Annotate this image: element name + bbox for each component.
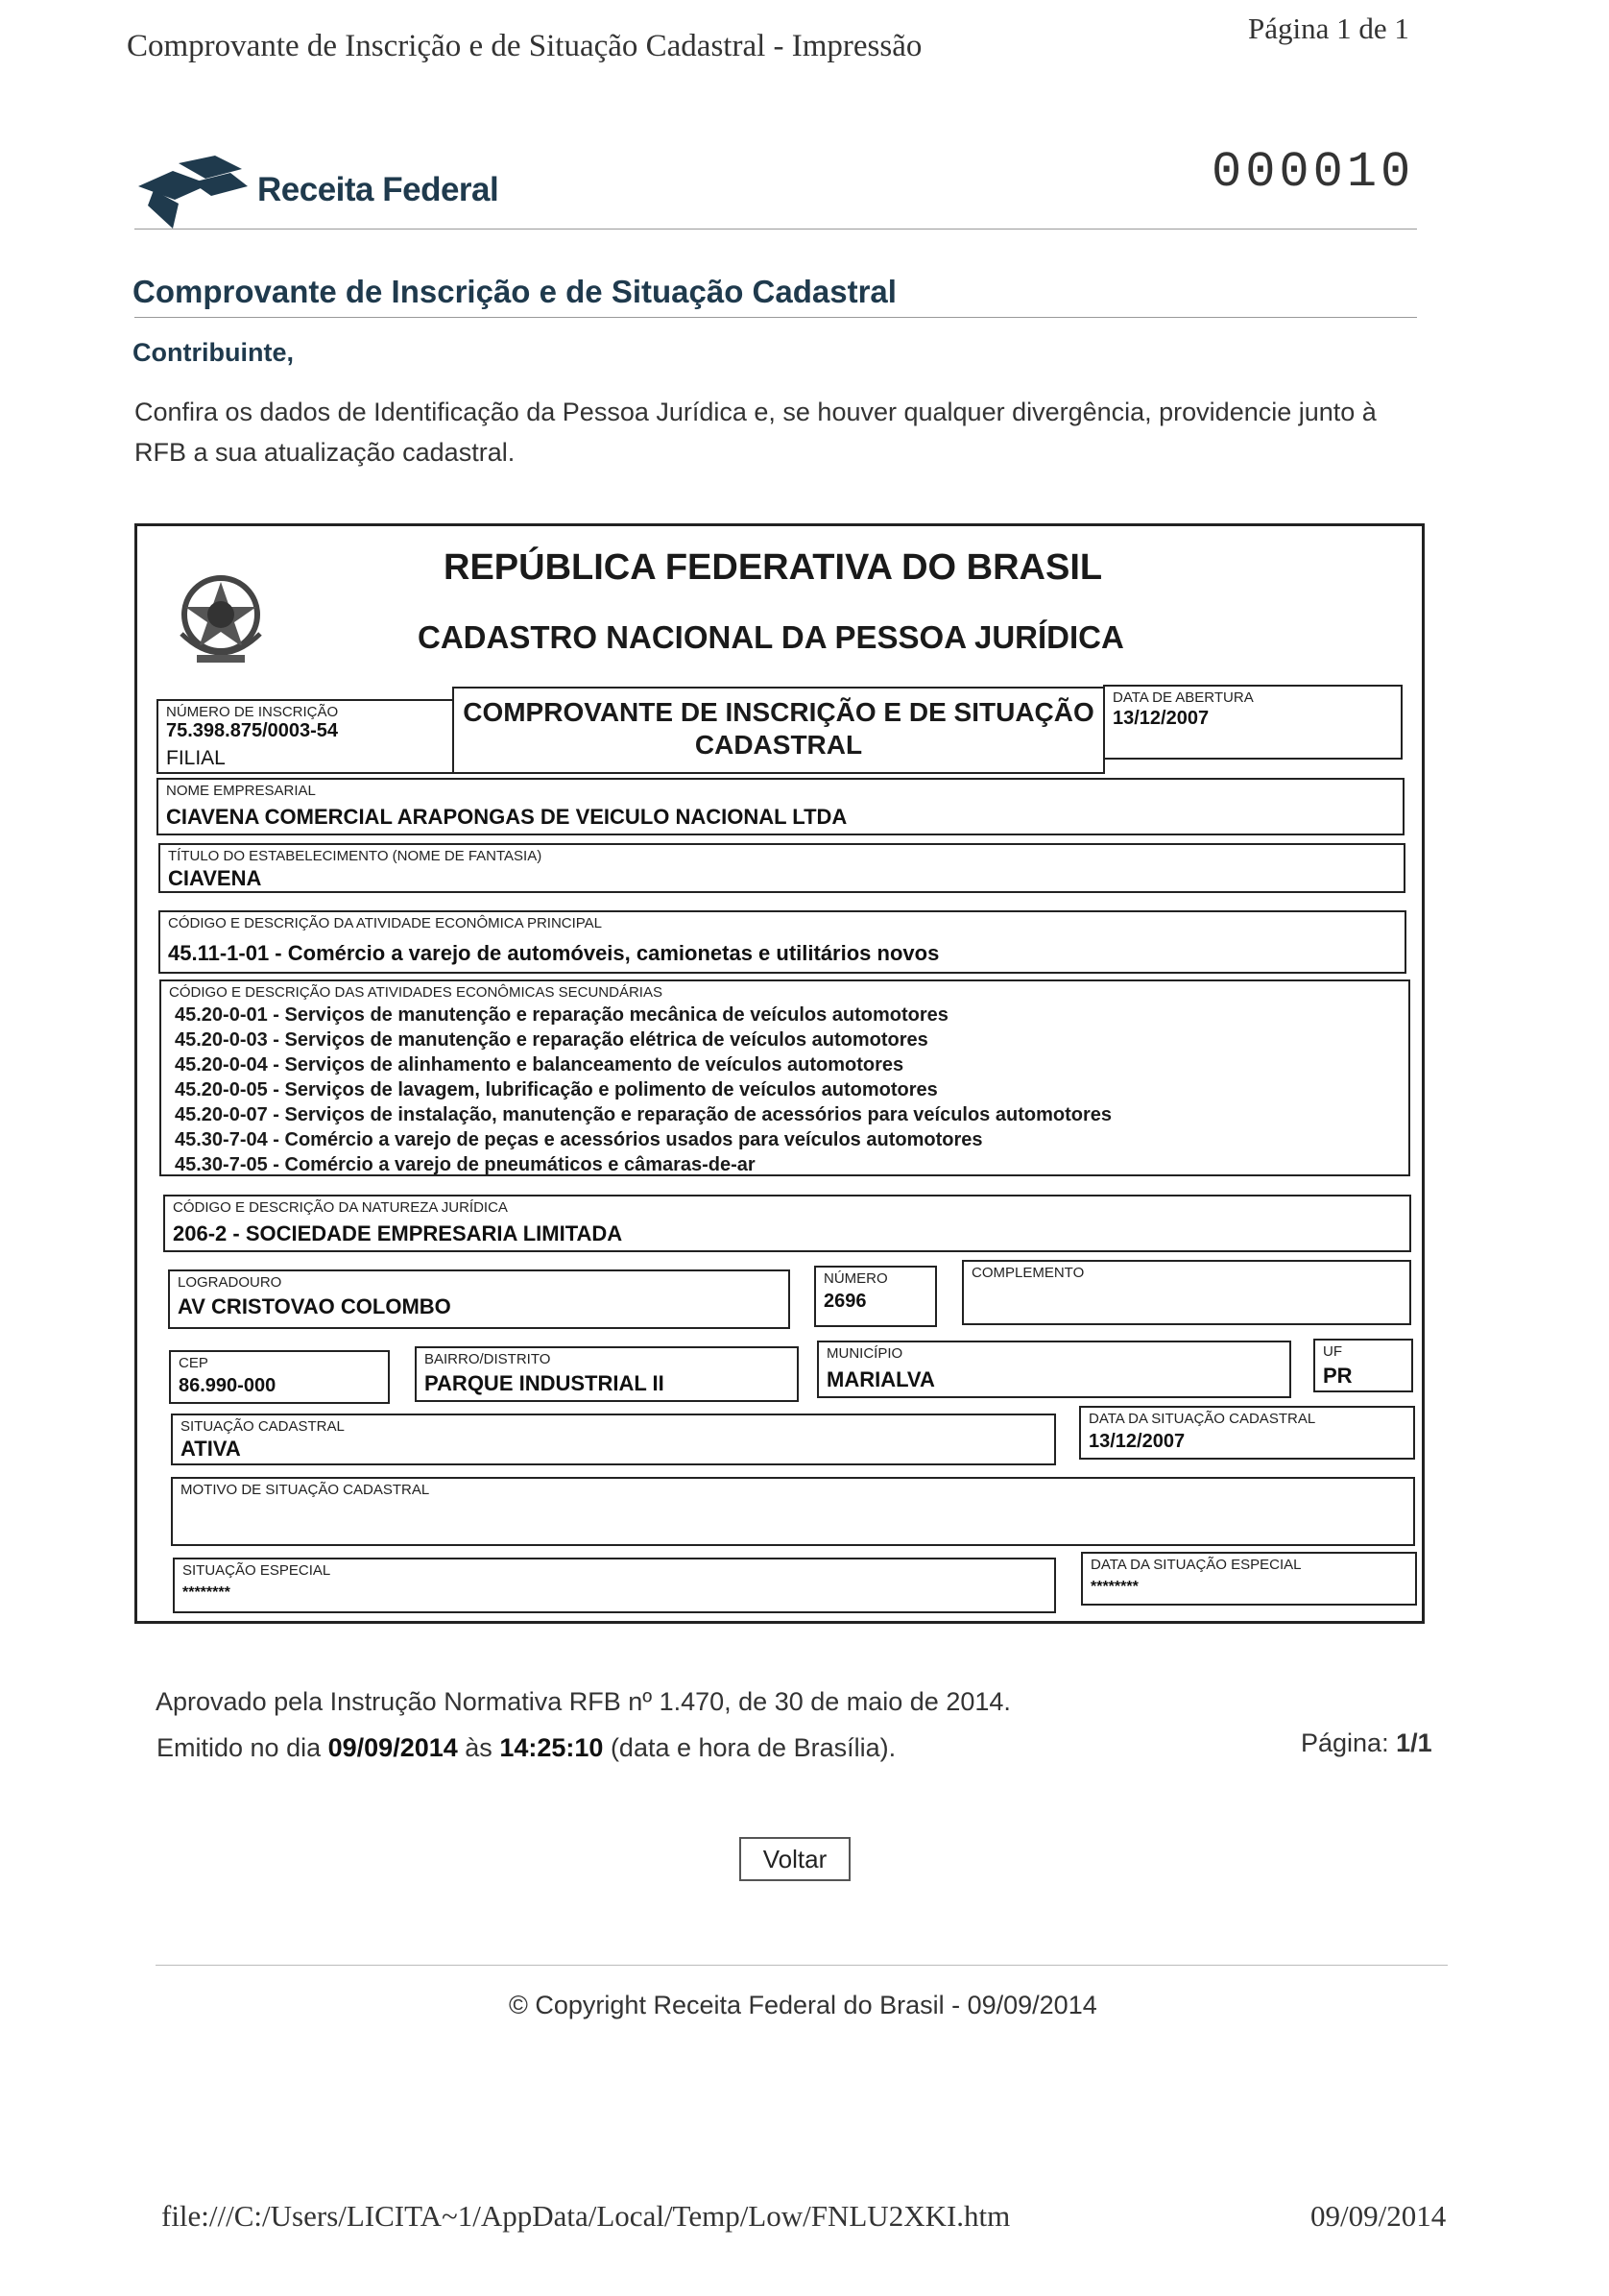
complemento-box — [962, 1260, 1411, 1325]
data-situacao-label: DATA DA SITUAÇÃO CADASTRAL — [1089, 1411, 1316, 1427]
motivo-label: MOTIVO DE SITUAÇÃO CADASTRAL — [180, 1482, 430, 1498]
approved-note: Aprovado pela Instrução Normativa RFB nº 1.470, de 30 de maio de 2014. — [156, 1687, 1011, 1716]
data-situacao-especial-box — [1081, 1552, 1417, 1606]
greeting: Contribuinte, — [132, 338, 294, 367]
document-title-line2: CADASTRAL — [694, 730, 863, 760]
inscricao-label: NÚMERO DE INSCRIÇÃO — [166, 704, 339, 720]
registry-title: CADASTRO NACIONAL DA PESSOA JURÍDICA — [418, 619, 1124, 655]
situacao-especial-label: SITUAÇÃO ESPECIAL — [182, 1562, 331, 1579]
cep-box — [169, 1350, 390, 1404]
cep-label: CEP — [179, 1355, 208, 1371]
issued-suffix: (data e hora de Brasília). — [610, 1733, 897, 1762]
issued-date: 09/09/2014 — [327, 1733, 458, 1762]
nome-empresarial-label: NOME EMPRESARIAL — [166, 783, 316, 799]
data-situacao-box — [1079, 1406, 1415, 1460]
uf-value: PR — [1323, 1364, 1353, 1388]
abertura-label: DATA DE ABERTURA — [1113, 689, 1254, 706]
document-title-box — [452, 687, 1105, 774]
uf-label: UF — [1323, 1343, 1342, 1360]
header-divider — [134, 229, 1417, 230]
atividade-principal-value: 45.11-1-01 - Comércio a varejo de automóveis, camionetas e utilitários novos — [168, 941, 940, 965]
page-title: Comprovante de Inscrição e de Situação Cadastral — [132, 274, 897, 309]
natureza-juridica-box — [163, 1195, 1411, 1252]
republic-title: REPÚBLICA FEDERATIVA DO BRASIL — [444, 547, 1103, 588]
situacao-especial-value: ******** — [182, 1584, 230, 1601]
uf-box — [1313, 1339, 1413, 1392]
atividade-principal-label: CÓDIGO E DESCRIÇÃO DA ATIVIDADE ECONÔMICA PRINCIPAL — [168, 915, 603, 931]
back-button[interactable]: Voltar — [739, 1837, 851, 1881]
natureza-juridica-label: CÓDIGO E DESCRIÇÃO DA NATUREZA JURÍDICA — [173, 1199, 508, 1216]
fantasia-value: CIAVENA — [168, 866, 262, 890]
print-header-page: Página 1 de 1 — [1248, 12, 1409, 45]
numero-box — [814, 1266, 937, 1327]
page-indicator — [1301, 1728, 1432, 1758]
numero-label: NÚMERO — [824, 1270, 888, 1287]
logradouro-value: AV CRISTOVAO COLOMBO — [178, 1294, 451, 1318]
numero-value: 2696 — [824, 1291, 867, 1312]
issued-mid: às — [465, 1733, 492, 1762]
list-item: 45.20-0-07 - Serviços de instalação, manutenção e reparação de acessórios para veículos automotores — [175, 1104, 1112, 1125]
natureza-juridica-value: 206-2 - SOCIEDADE EMPRESARIA LIMITADA — [173, 1221, 623, 1245]
document-title-line1: COMPROVANTE DE INSCRIÇÃO E DE SITUAÇÃO — [463, 697, 1094, 727]
complemento-label: COMPLEMENTO — [972, 1265, 1085, 1281]
data-situacao-especial-value: ******** — [1091, 1579, 1139, 1595]
logo-text: Receita Federal — [257, 171, 499, 208]
print-header-title: Comprovante de Inscrição e de Situação Cadastral - Impressão — [127, 29, 923, 63]
intro-text: Confira os dados de Identificação da Pessoa Jurídica e, se houver qualquer divergência, providencie junto à RFB a sua atualização cadastral. — [134, 398, 1377, 467]
stamp-number: 000010 — [1212, 144, 1415, 201]
bairro-label: BAIRRO/DISTRITO — [424, 1351, 551, 1367]
atividade-principal-box — [158, 910, 1406, 974]
cep-value: 86.990-000 — [179, 1375, 276, 1396]
abertura-value: 13/12/2007 — [1113, 708, 1210, 729]
list-item: 45.20-0-03 - Serviços de manutenção e reparação elétrica de veículos automotores — [175, 1029, 928, 1051]
issued-time: 14:25:10 — [499, 1733, 604, 1762]
data-situacao-especial-label: DATA DA SITUAÇÃO ESPECIAL — [1091, 1557, 1302, 1573]
motivo-box — [171, 1477, 1415, 1546]
issued-prefix: Emitido no dia — [156, 1733, 322, 1762]
fantasia-box — [158, 843, 1405, 893]
copyright: © Copyright Receita Federal do Brasil - 09/09/2014 — [509, 1991, 1097, 2019]
page-value: 1/1 — [1396, 1728, 1432, 1757]
list-item: 45.30-7-04 - Comércio a varejo de peças e acessórios usados para veículos automotores — [175, 1129, 983, 1150]
list-item: 45.20-0-05 - Serviços de lavagem, lubrificação e polimento de veículos automotores — [175, 1079, 938, 1100]
list-item: 45.30-7-05 - Comércio a varejo de pneumáticos e câmaras-de-ar — [175, 1154, 756, 1175]
coat-of-arms-icon — [168, 567, 274, 672]
print-footer-date: 09/09/2014 — [1310, 2199, 1447, 2233]
title-divider — [134, 317, 1417, 318]
situacao-cadastral-label: SITUAÇÃO CADASTRAL — [180, 1418, 345, 1435]
issued-note — [156, 1733, 896, 1763]
municipio-value: MARIALVA — [827, 1367, 935, 1391]
situacao-especial-box — [173, 1558, 1056, 1613]
page-label: Página: — [1301, 1728, 1389, 1757]
inscricao-box — [156, 699, 454, 774]
abertura-box — [1103, 685, 1403, 760]
situacao-cadastral-value: ATIVA — [180, 1437, 241, 1461]
atividades-secundarias-label: CÓDIGO E DESCRIÇÃO DAS ATIVIDADES ECONÔMICAS SECUNDÁRIAS — [169, 984, 662, 1001]
bairro-box — [415, 1346, 799, 1402]
municipio-label: MUNICÍPIO — [827, 1345, 903, 1362]
bairro-value: PARQUE INDUSTRIAL II — [424, 1371, 664, 1395]
nome-empresarial-box — [156, 778, 1405, 835]
inscricao-type: FILIAL — [166, 747, 226, 769]
footer-divider — [156, 1965, 1448, 1966]
fantasia-label: TÍTULO DO ESTABELECIMENTO (NOME DE FANTASIA) — [168, 848, 542, 864]
atividades-secundarias-box — [159, 979, 1410, 1176]
data-situacao-value: 13/12/2007 — [1089, 1431, 1186, 1452]
logradouro-label: LOGRADOURO — [178, 1274, 282, 1291]
list-item: 45.20-0-04 - Serviços de alinhamento e balanceamento de veículos automotores — [175, 1054, 904, 1075]
situacao-cadastral-box — [171, 1414, 1056, 1465]
inscricao-value: 75.398.875/0003-54 — [166, 720, 339, 741]
nome-empresarial-value: CIAVENA COMERCIAL ARAPONGAS DE VEICULO NACIONAL LTDA — [166, 805, 848, 829]
atividades-secundarias-list — [175, 1003, 1112, 1177]
logradouro-box — [168, 1269, 790, 1329]
municipio-box — [817, 1341, 1291, 1398]
list-item: 45.20-0-01 - Serviços de manutenção e reparação mecânica de veículos automotores — [175, 1004, 949, 1026]
print-footer-path: file:///C:/Users/LICITA~1/AppData/Local/Temp/Low/FNLU2XKI.htm — [161, 2199, 1011, 2233]
